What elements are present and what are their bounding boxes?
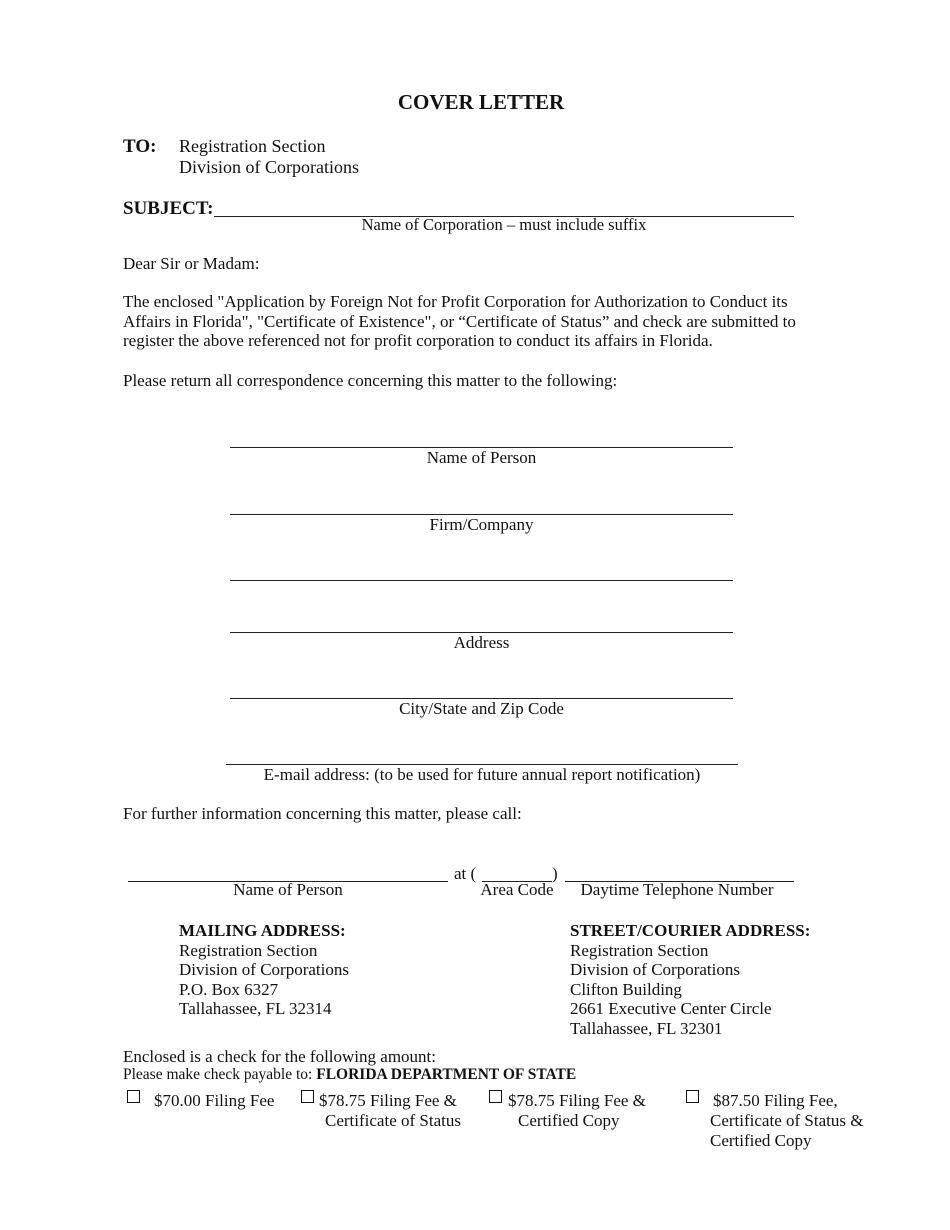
fee-option-2-line-1: $78.75 Filing Fee & [319,1091,457,1110]
email-caption: E-mail address: (to be used for future annual report notification) [263,765,701,784]
fee-option-1 [154,1091,274,1111]
subject-caption: Name of Corporation – must include suffix [361,215,647,234]
telephone-caption: Daytime Telephone Number [580,880,774,899]
mailing-address-title: MAILING ADDRESS: [179,921,346,940]
fee-option-4 [710,1091,863,1151]
fee-option-3-checkbox[interactable] [489,1090,502,1103]
fee-option-2 [319,1091,461,1131]
greeting: Dear Sir or Madam: [123,254,260,273]
close-paren: ) [552,864,558,883]
firm-company-field[interactable] [230,514,733,535]
address-extra-line[interactable] [230,580,733,581]
fee-option-4-line-1: $87.50 Filing Fee, [713,1091,838,1110]
fee-option-1-checkbox[interactable] [127,1090,140,1103]
city-state-zip-field[interactable] [230,698,733,719]
mailing-address-line: Division of Corporations [179,960,349,979]
street-address [570,921,810,1038]
fee-option-1-line-1: $70.00 Filing Fee [154,1091,275,1110]
mailing-address-line: Registration Section [179,940,318,960]
area-code-caption: Area Code [480,880,554,899]
email-field[interactable] [226,764,738,785]
to-recipient [179,136,359,178]
to-line-1: Registration Section [179,136,326,156]
street-address-line: Division of Corporations [570,960,740,979]
contact-name-caption: Name of Person [233,880,343,899]
firm-company-caption: Firm/Company [429,515,534,534]
fee-option-2-checkbox[interactable] [301,1090,314,1103]
page-title: COVER LETTER [397,90,565,114]
address-caption: Address [453,633,510,652]
street-address-line: Tallahassee, FL 32301 [570,1018,723,1038]
fee-option-3-line-1: $78.75 Filing Fee & [508,1091,646,1110]
to-label: TO: [123,136,157,157]
fee-option-4-line-3: Certified Copy [710,1131,812,1150]
fee-option-4-line-2: Certificate of Status & [710,1111,864,1130]
street-address-line: Registration Section [570,940,709,960]
street-address-title: STREET/COURIER ADDRESS: [570,921,811,940]
to-line-2: Division of Corporations [179,157,359,177]
fee-option-3-line-2: Certified Copy [518,1111,620,1130]
city-state-zip-caption: City/State and Zip Code [399,699,564,718]
further-info: For further information concerning this matter, please call: [123,804,522,823]
mailing-address [179,921,349,1019]
mailing-address-line: Tallahassee, FL 32314 [179,999,332,1018]
fee-option-3 [508,1091,646,1131]
payable-to-name: FLORIDA DEPARTMENT OF STATE [316,1066,577,1083]
address-extra-field[interactable] [230,580,733,581]
fee-option-4-checkbox[interactable] [686,1090,699,1103]
enclosed-check-text: Enclosed is a check for the following amount: [123,1047,436,1066]
street-address-line: 2661 Executive Center Circle [570,999,772,1018]
name-of-person-field[interactable] [230,447,733,468]
payable-to-line [123,1066,576,1085]
return-instruction: Please return all correspondence concerning this matter to the following: [123,371,618,390]
mailing-address-line: P.O. Box 6327 [179,979,279,999]
address-field[interactable] [230,632,733,653]
street-address-line: Clifton Building [570,979,682,999]
fee-option-2-line-2: Certificate of Status [325,1111,461,1130]
subject-label: SUBJECT: [123,198,214,219]
at-text: at ( [454,864,477,883]
name-of-person-caption: Name of Person [426,448,537,467]
payable-to-prefix: Please make check payable to: [123,1066,317,1083]
body-paragraph: The enclosed "Application by Foreign Not for Profit Corporation for Authorization to Conduct its Affairs in Florida", "Certificate of Existence", or “Certificate of Status” and check are submitted to register the above referenced not for profit corporation to conduct its affairs in Florida. [123,292,796,350]
